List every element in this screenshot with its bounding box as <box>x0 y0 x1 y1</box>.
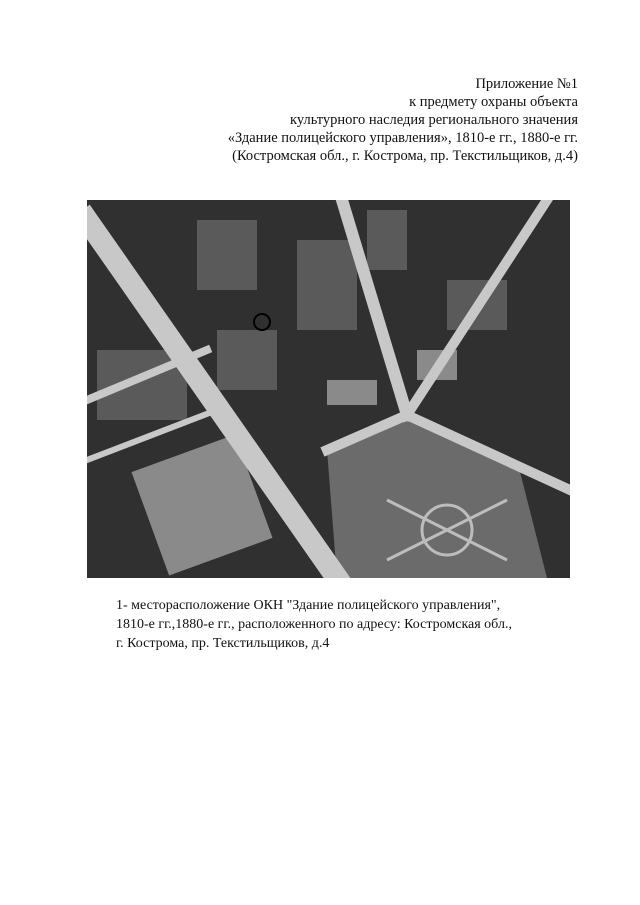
caption-line: 1810-е гг.,1880-е гг., расположенного по адресу: Костромская обл., <box>116 617 512 632</box>
map-caption <box>116 596 512 653</box>
map-graphic <box>87 200 570 578</box>
header-line: культурного наследия регионального значения <box>290 112 578 128</box>
header-line: (Костромская обл., г. Кострома, пр. Текстильщиков, д.4) <box>232 148 578 164</box>
header-line: к предмету охраны объекта <box>409 94 578 110</box>
caption-line: г. Кострома, пр. Текстильщиков, д.4 <box>116 636 330 651</box>
header-line: «Здание полицейского управления», 1810-е гг., 1880-е гг. <box>227 130 578 146</box>
appendix-title: Приложение №1 <box>475 76 578 92</box>
appendix-header <box>228 75 578 165</box>
satellite-map <box>87 200 570 578</box>
caption-line: 1- месторасположение ОКН "Здание полицейского управления", <box>116 598 501 613</box>
